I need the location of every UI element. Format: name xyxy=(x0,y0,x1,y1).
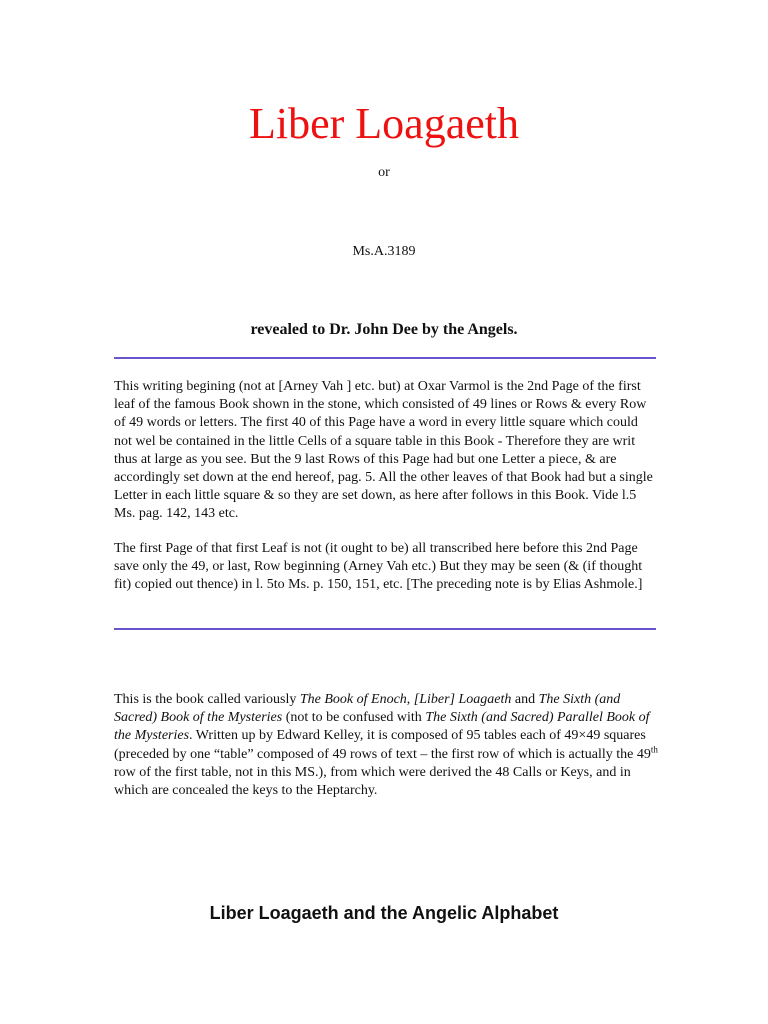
text-run: , xyxy=(406,692,414,707)
title-sixth-book-mysteries: The Sixth (and Sacred) Book of the Mysteries xyxy=(114,692,621,726)
paragraph-ashmole-note-2: The first Page of that first Leaf is not (it ought to be) all transcribed here before this 2nd Page save only the 49, or last, Row beginning (Arney Vah etc.) But they may be seen (& (if thought fit) copied out thence) in l. 5to Ms. p. 150, 151, etc. [The preceding note is by Elias Ashmole.] xyxy=(114,541,643,593)
title-sixth-parallel-book: The Sixth (and Sacred) Parallel Book of the Mysteries xyxy=(114,710,650,744)
or-separator-text: or xyxy=(378,165,390,180)
title-liber-loagaeth: [Liber] Loagaeth xyxy=(413,692,512,707)
paragraph-ashmole-note-1: This writing begining (not at [Arney Vah ] etc. but) at Oxar Varmol is the 2nd Page of the first leaf of the famous Book shown in the stone, which consisted of 49 lines or Rows & every Row of 49 words or letters. The first 40 of this Page have a word in every little square which could not wel be contained in the little Cells of a square table in this Book - Therefore they are writ thus at large as you see. But the 9 last Rows of this Page had but one Letter a piece, & are accordingly set down at the end hereof, pag. 5. All the other leaves of that Book had but a single Letter in each little square & so they are set down, as here after follows in this Book. Vide l.5 Ms. pag. 142, 143 etc. xyxy=(114,379,653,522)
document-title: Liber Loagaeth xyxy=(249,99,519,148)
manuscript-reference: Ms.A.3189 xyxy=(352,244,416,259)
horizontal-rule-bottom xyxy=(114,628,656,630)
text-run: and xyxy=(511,692,539,707)
title-book-of-enoch: The Book of Enoch xyxy=(299,692,407,707)
section-heading-angelic-alphabet: Liber Loagaeth and the Angelic Alphabet xyxy=(209,903,559,923)
ordinal-superscript: th xyxy=(650,743,658,754)
document-subtitle: revealed to Dr. John Dee by the Angels. xyxy=(250,321,518,338)
text-run: row of the first table, not in this MS.), from which were derived the 48 Calls or Keys, and in which are concealed the keys to the Heptarchy. xyxy=(114,764,631,799)
text-run: . Written up by Edward Kelley, it is composed of 95 tables each of 49×49 squares (preceded by one “table” composed of 49 rows of text – the first row of which is actually the 49 xyxy=(114,728,651,762)
text-run: This is the book called variously xyxy=(114,692,300,707)
text-run: (not to be confused with xyxy=(282,710,426,726)
paragraph-book-description xyxy=(114,691,659,800)
horizontal-rule-top xyxy=(114,357,656,359)
